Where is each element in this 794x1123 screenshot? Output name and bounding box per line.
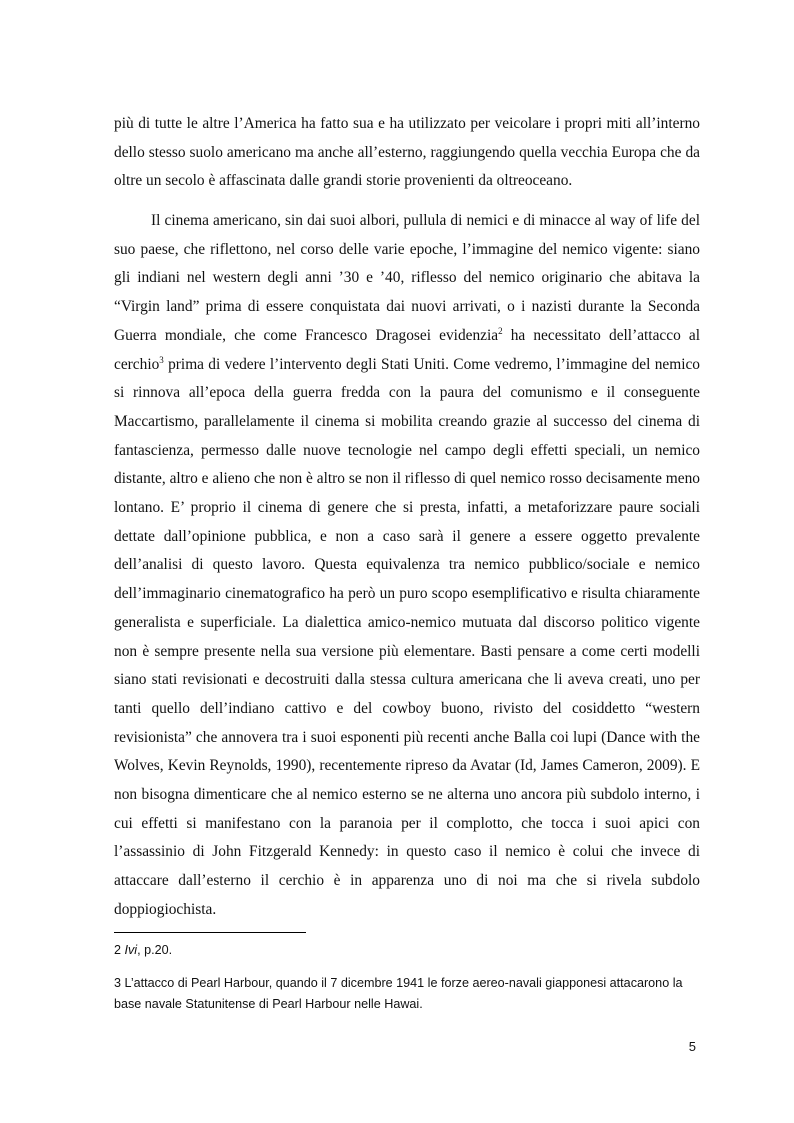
paragraph-2-text-a: Il cinema americano, sin dai suoi albori, pullula di nemici e di minacce al way of life del suo paese, che riflettono, nel corso delle varie epoche, l’immagine del nemico vigente: siano gli indiani nel western degli anni ’30 e ’40, riflesso del nemico originario che abitava la “Virgin land” prima di essere conquistata dai nuovi arrivati, o i nazisti durante la Seconda Guerra mondiale, che come Francesco Dragosei evidenzia — [114, 212, 700, 344]
paragraph-2-text-c: prima di vedere l’intervento degli Stati Uniti. Come vedremo, l’immagine del nemico si rinnova all’epoca della guerra fredda con la paura del comunismo e il conseguente Maccartismo, parallelamente il cinema si mobilita creando grazie al successo del cinema di fantascienza, permesso dalle nuove tecnologie nel campo degli effetti speciali, un nemico distante, altro e alieno che non è altro se non il riflesso di quel nemico rosso decisamente meno lontano. E’ proprio il cinema di genere che si presta, infatti, a metaforizzare paure sociali dettate dall’opinione pubblica, e non a caso sarà il genere a essere oggetto prevalente dell’analisi di questo lavoro. Questa equivalenza tra nemico pubblico/sociale e nemico dell’immaginario cinematografico ha però un puro scopo esemplificativo e risulta chiaramente generalista e superficiale. La dialettica amico-nemico mutuata dal discorso politico vigente non è sempre presente nella sua versione più elementare. Basti pensare a come certi modelli siano stati revisionati e decostruiti dalla stessa cultura americana che li aveva creati, uno per tanti quello dell’indiano cattivo e del cowboy buono, rivisto del cosiddetto “western revisionista” che annovera tra i suoi esponenti più recenti anche Balla coi lupi (Dance with the Wolves, Kevin Reynolds, 1990), recentemente ripreso da Avatar (Id, James Cameron, 2009). E non bisogna dimenticare che al nemico esterno se ne alterna uno ancora più subdolo interno, i cui effetti si manifestano con la paranoia per il complotto, che tocca i suoi apici con l’assassinio di John Fitzgerald Kennedy: in questo caso il nemico è colui che invece di attaccare dall’esterno il cerchio è in apparenza uno di noi ma che si rivela subdolo doppiogiochista. — [114, 355, 700, 918]
footnote-ref-2[interactable]: 2 — [498, 325, 503, 336]
footnote-3-text: L’attacco di Pearl Harbour, quando il 7 dicembre 1941 le forze aereo-navali giapponesi attacarono la base navale Statunitense di Pearl Harbour nelle Hawai. — [114, 976, 683, 1011]
paragraph-2 — [114, 207, 700, 925]
footnote-3 — [114, 973, 704, 1015]
footnote-3-number: 3 — [114, 976, 122, 990]
page-number: 5 — [688, 1039, 696, 1054]
paragraph-1: più di tutte le altre l’America ha fatto sua e ha utilizzato per veicolare i propri miti all’interno dello stesso suolo americano ma anche all’esterno, raggiungendo quella vecchia Europa che da oltre un secolo è affascinata dalle grandi storie provenienti da oltreoceano. — [114, 115, 700, 190]
footnote-2-number: 2 — [114, 943, 122, 957]
footnote-ref-3[interactable]: 3 — [159, 354, 164, 365]
paragraph-2-text-b: ha necessitato dell’attacco al cerchio — [114, 326, 700, 373]
footnote-2-ivi: Ivi — [124, 943, 138, 957]
footnote-2 — [114, 940, 704, 961]
footnote-divider — [114, 932, 306, 933]
footnote-2-text: , p.20. — [137, 943, 173, 957]
